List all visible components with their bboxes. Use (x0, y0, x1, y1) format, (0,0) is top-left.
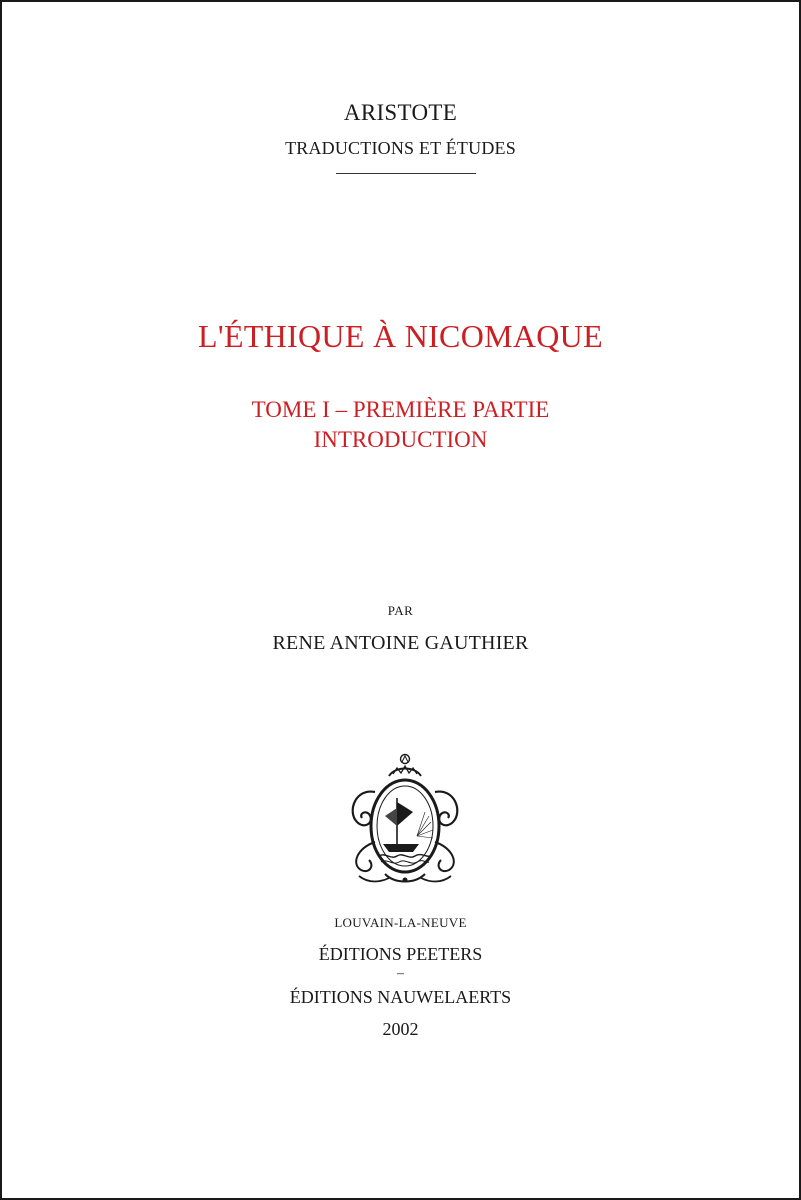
author-name: RENE ANTOINE GAUTHIER (272, 632, 529, 654)
part-label: INTRODUCTION (313, 427, 488, 452)
by-label: PAR (387, 603, 414, 618)
publication-year: 2002 (382, 1019, 419, 1039)
book-title: L'ÉTHIQUE À NICOMAQUE (198, 318, 603, 354)
publisher-name-1: ÉDITIONS PEETERS (318, 944, 483, 964)
volume-label: TOME I – PREMIÈRE PARTIE (251, 397, 550, 422)
publication-place: LOUVAIN-LA-NEUVE (334, 915, 467, 930)
publisher-separator: – (397, 966, 404, 981)
publisher-seal-icon (345, 752, 465, 888)
publisher-name-2: ÉDITIONS NAUWELAERTS (289, 987, 512, 1007)
series-subtitle: TRADUCTIONS ET ÉTUDES (285, 138, 516, 158)
series-divider (336, 173, 476, 174)
series-title: ARISTOTE (343, 100, 458, 125)
